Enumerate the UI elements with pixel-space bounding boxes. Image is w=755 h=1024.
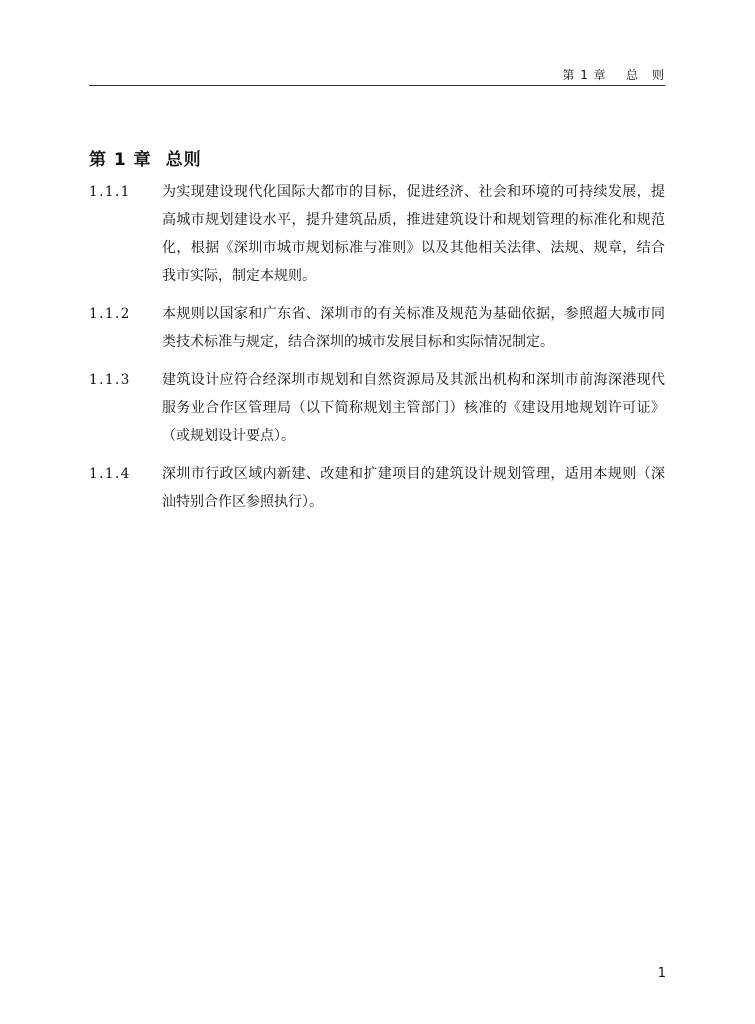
clause-list — [89, 178, 665, 526]
running-header-chapter: 第 1 章 — [562, 68, 607, 82]
chapter-title — [89, 145, 202, 170]
page-number: 1 — [657, 966, 666, 981]
clause-text: 深圳市行政区域内新建、改建和扩建项目的建筑设计规划管理，适用本规则（深汕特别合作区参照执行）。 — [162, 466, 665, 510]
clause-text: 本规则以国家和广东省、深圳市的有关标准及规范为基础依据，参照超大城市同类技术标准与规定，结合深圳的城市发展目标和实际情况制定。 — [162, 306, 665, 350]
clause-1-1-3 — [89, 366, 665, 450]
clause-number: 1.1.2 — [89, 306, 131, 322]
running-header — [562, 66, 665, 83]
clause-text: 建筑设计应符合经深圳市规划和自然资源局及其派出机构和深圳市前海深港现代服务业合作区管理局（以下简称规划主管部门）核准的《建设用地规划许可证》（或规划设计要点）。 — [162, 372, 665, 444]
clause-number: 1.1.4 — [89, 466, 131, 482]
chapter-name: 总则 — [165, 150, 202, 170]
clause-text: 为实现建设现代化国际大都市的目标，促进经济、社会和环境的可持续发展，提高城市规划建设水平，提升建筑品质，推进建筑设计和规划管理的标准化和规范化，根据《深圳市城市规划标准与准则》以及其他相关法律、法规、规章，结合我市实际，制定本规则。 — [162, 184, 665, 284]
chapter-number: 第 1 章 — [89, 150, 152, 170]
clause-number: 1.1.3 — [89, 372, 131, 388]
running-header-title: 总 则 — [625, 68, 665, 82]
clause-1-1-1 — [89, 178, 665, 290]
clause-number: 1.1.1 — [89, 184, 131, 200]
clause-1-1-4 — [89, 460, 665, 516]
header-divider — [89, 85, 665, 86]
clause-1-1-2 — [89, 300, 665, 356]
